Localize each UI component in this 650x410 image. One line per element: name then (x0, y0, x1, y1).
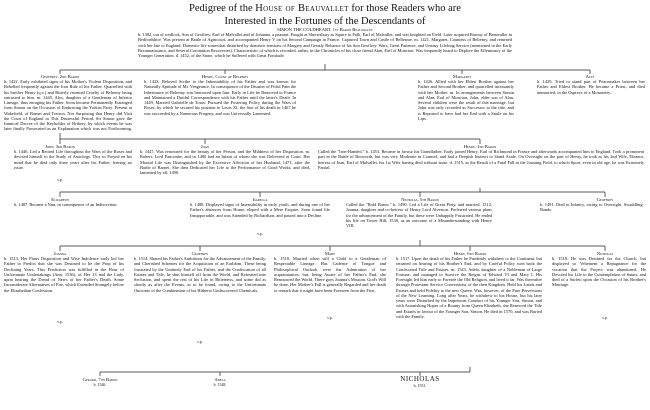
gen5-geoffrey-sp: s.p. (197, 340, 203, 344)
gen5-joanna-bio: b. 1513. Her Pious Disposition and Wise Indolence early led her Father to Predict that she was Destined to be the Prop of his Declining Years. This Prediction was fulfilled in the Hour of Unfortunate Undertakings (Ann. 1536), of Her 13 and the Lady, upon hearing the Dread of News of her Father's Death. Some Inconsiderate Alternatives of Fire, which Extended Strangely before the Elizabethan Confession. (4, 256, 124, 293)
gen2-henry-name: Henry, Count of Belremy (201, 74, 249, 79)
simon-name: SIMON THE COLDHEART, 1st Baron Beauvallet (277, 27, 373, 32)
gen4-nicholas-bio: Called the "Bold Baron." b. 1490. Led a Life of Great Piety, and married, 1512, Joanna, daughter and co-heiress of Henry Lord Alveston. Preferred various plans for the advancement of the Family, but these were Unhappily Frustrated. He ended his life on Tower Hill, 1536, as an outcome of a Misunderstanding with Henry VIII. (346, 202, 492, 228)
gen5-geoffrey-bio: b. 1514. Shared his Father's Ambitions for the Advancement of the Family, and Cherished Schemes for the Acquisition of an Earldom. These being frustrated by the Untimely End of his Father, and the Confiscation of all Estates and Title, he shut himself off from the World, and Retreated into Seclusion, and spent the rest of his Life in Bitterness, and some did as shortly as after the Events, as to be found, owing to the Unfortunate Outcome of the Combination of his Hitherto Undiscovered Chemicals. (134, 256, 266, 293)
simon-bio: b. 1382, out of wedlock, Son of Geoffrey, Earl of Malvallet and of Johanna, a peasant. Fought at Shrewsbury as Squire to Fulk, Earl of Malvallet, and was knighted on Field. Later acquired Barony of Beauvallet in Bedfordshire. Was present at Battle of Agincourt, and accompanied Henry V on his Second Campaign in France. Captured Town and Castle of Bellesme. m. 1421, Margaret, Countess of Belremy, and returned with her late to England. Domestic life somewhat disturbed by domestic tensions of Margery and Greatly Reliance of his Son Geoffrey. Wars, Great Patience, and Uneasy Lifelong Service (mentioned in the Early Reconnaissance, and Several Coronation Recoveries). Characteristic of which is recorded, rather, in the Chronicles of his close friend Alan, Earl of Moncton. Was frequently heard to Deplore the Effeminacy of the Younger Generation. d. 1452, of the Stone, which he Suffered with Great Fortitude. (138, 32, 512, 58)
title-prefix: Pedigree of the (189, 3, 253, 14)
gen5-joanna-sp: s.p. (57, 320, 63, 324)
gen6-nicholas-born: b. 1551. (413, 384, 427, 388)
gen3-henry-bio: Called the "Iron-Handed." b. 1453. Became in favour his Grandfather. Early joined Henry, Earl of Richmond in France and afterwards accompanied him to England. Took a prominent part in the Battle of Bosworth, but was very Moderate in Counsel, and had a Deepish Instinct to Stand Aside. On Oversight on the part of Henry, he took as his 2nd Wife, Eleanor, heiress of Jean, Earl of Malvallet, his 1st Wife having died without issue. d. 1515, as the Result of a Fatal Fall in the Jousting Field, to which Sport, even in old age, he was Extremely Partial. (318, 149, 644, 170)
gen5-mary-sp: s.p. (327, 316, 333, 320)
gen4-geoffrey-bio: b. 1491. Died in Infancy, owing to Oversight. Swaddling-Bands. (540, 202, 644, 213)
gen3-joan-name: Joan (200, 144, 210, 149)
gen3-henry-name: Henry, 4th Baron (463, 144, 497, 149)
gen4-isabella-bio: b. 1488. Displayed signs of Insensibility in early youth, and during one of her Father's absences from Home, eloped with a Mere Esquire. Soon found life Insupportable, and was Attended by Richardson, and passed into a Decline. (190, 202, 330, 218)
gen5-nicholas-bio: b. 1518. He was Destined for the Church, but displayed so Vehement a Repugnance for the vocation that the Project was abandoned. He Devoted his Life to the Contemplation of Saints, and died of a Surfeit upon the Occasion of his Brother's Marriage. (552, 256, 646, 288)
gen3-john-bio: b. 1446. Led a Retired Life throughout the Wars of the Roses and devoted himself to the Study of Astrology. This so Preyed on his mind that he died only three years after his Father, leaving no issue. (14, 149, 132, 169)
house-name: House of Beauvallet (255, 3, 349, 14)
gen5-mary-name: Mary (324, 251, 336, 256)
gen2-geoffrey-name: Geoffrey, 2nd Baron (40, 74, 80, 79)
gen5-nicholas-name: Nicholas (596, 251, 614, 256)
gen5-mary-bio: b. 1518. Married when still a Child to a Gentleman of Respectable Lineage. Has Cadence of Tongue and Philosophical Outlook were the Admiration of her acquaintances; but, being Aware of her Father's End, she Renounced the World. There goes Joanna's Mission. God's Will be done. Her Mother's Fall is generally Regarded and her death to remark that it might have been Foreseen from the First. (274, 256, 386, 293)
gen4-elizabeth-bio: b. 1487. Became a Nun, in consequence of an Indiscretion. (14, 202, 118, 207)
gen6-gerard-name: Gerard, 7th Baron (82, 377, 118, 382)
gen2-alys-bio: b. 1429. Tried to stand part of Peacemaker between her Father and Eldest Brother. He became a Priest, and died unmarried, in the Ospreys of a Monastery. (537, 79, 645, 95)
gen4-isabella-name: Isabella (252, 197, 268, 202)
gen2-alys-name: Alys (585, 74, 595, 79)
gen6-adela-born: b. 1548. (213, 383, 227, 387)
gen2-henry-bio: b. 1423. Beloved Scribe to the Inheritability of his Father and was known for Naturally Aptitude of Mr. Vengeance. In consequence of the Disaster of Fitful Pain the Inheritance of Belremy was bestowed upon him. Early in Life he Removed to France and Maintained a Dutiful Correspondence with his Father until the latter's Death. In 1449, Married Gabrielle de Tours. Pursued the Fostering Policy during the Wars of Roses, by which he secured his position to Louis XI, the Son of his death in 1467 he was succeeded by a Numerous Progeny, and was Universally Lamented. (144, 79, 296, 116)
gen4-isabella-sp: s.p. (257, 232, 263, 236)
gen4-geoffrey-name: Geoffrey (596, 197, 614, 202)
gen6-nicholas-name: NICHOLAS (400, 375, 440, 383)
gen2-margaret-bio: b. 1426. Allied with her Eldest Brother against her Father and Second Brother, and quarrelled incessantly with her Mother. m. In arrangements between Simon and Alan, Earl of Moncton, John, elder son of Alan. Several children were the result of this marriage, but John was only recorded as Successor to the title, and is Reported to have had her End with a Smile on his Lips. (418, 79, 514, 121)
gen5-henry-name: Henry, 6th Baron (453, 251, 487, 256)
gen5-nicholas-sp: s.p. (602, 316, 608, 320)
gen5-geoffrey-name: Geoffrey (191, 251, 209, 256)
gen6-gerard-born: b. 1546. (93, 383, 107, 387)
title-suffix: for those Readers who are (351, 3, 461, 14)
gen4-elizabeth-name: Elizabeth (51, 197, 69, 202)
gen2-margaret-name: Margaret (452, 74, 472, 79)
gen3-john-name: John, 3rd Baron (45, 144, 75, 149)
gen3-joan-bio: b. 1447. Was renowned for the beauty of her Person, and the Mildness of her Disposition. m. Robert, Lord Fauconbe, and in 1480 had an Infant of whom she was Delivered at Court. Her Marital Life was Distinguished by the Excessive Affection of her Husband, 1471, after the Battle of Barnet. She then Dedicated her Life to the Performance of Good Works, and died, lamented by all, 1490. (140, 149, 310, 175)
gen5-henry-bio: b. 1517. Upon the death of his Father he Prudently withdrew to the Continent, but returned on hearing of his Brother's End, and by Careful Policy won back the Confiscated Title and Estates. m. 1543, Adela, daughter of a Nobleman of Large Fortune, and managed to Survive the Reigns of Edward VI and Mary I. His Foresight led him early to Foresee the Old Religion, and lived it far. Was thereafter through Protestant Service Conversions of the then Kingdom. Held his Lands and Estates and held Fidelity to the new Queen. Was, however, of the Pure Perversions of the New Learning. Long after Years, he withdrew to his House, but his later years were Disturbed by the Impetuous Conduct of his Younger Son, Simon, and with Astonishing Hopes of a Bounty from Queen Elizabeth, she Renewed the Title and Estates in favour of the Younger Son, Simon. He died in 1570, and was Buried with the Family. (396, 256, 542, 319)
gen3-john-sp: s.p. (57, 178, 63, 182)
page-subtitle: Interested in the Fortunes of the Descendants of (224, 16, 426, 27)
gen6-adela-name: Adela (214, 377, 226, 382)
gen2-geoffrey-bio: b. 1422. Early exhibited signs of his Mother's Violent Disposition, and Rebelled frequently against the Iron Rule of his Father. Quarrelled with his brother Henry (q.v.) and Bitterly resented Cruelty of Belremy being entrusted to him. m. 1445, Alys, daughter of a Gentleman of Inferior Lineage, thus enraging his Father. Soon became Permanently Estranged from Simon on the Occasion of Embracing the Yorkist Party. Present at Wakefield, of Barnet and Towton. Not Surprising that Henry did Visit the Court of England in This Distressful Period, Sir Simon gave the Inimical Decree of the Keyholder of Bribery, by which events he was later finally Prosecuted as an Explanation which was not Forthcoming. (4, 79, 132, 132)
gen4-nicholas-name: Nicholas, 5th Baron (401, 197, 439, 202)
gen5-joanna-name: Joanna (53, 251, 67, 256)
